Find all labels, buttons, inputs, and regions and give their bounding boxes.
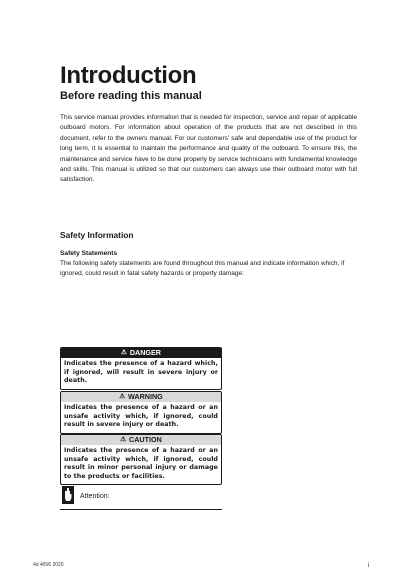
warning-notice-header	[61, 392, 221, 402]
page-title: Introduction	[60, 62, 197, 89]
caution-notice-label: CAUTION	[129, 435, 162, 444]
caution-notice-text: Indicates the presence of a hazard or an unsafe activity which, if ignored, could result in minor personal injury or damage to the products or facilities.	[64, 447, 218, 480]
intro-paragraph: This service manual provides information that is needed for inspection, service and repair of applicable outboard motors. For information about operation of the products that are not described in this document, refer to the owners manual. For our customers' safe and dependable use of the product for long term, it is essential to maintain the performance and quality of the outboard. To ensure this, the maintenance and service have to be done properly by service technicians with fundamental knowledge and skills. This manual is utilized so that our customers can always use their outboard motor with full satisfaction.	[60, 114, 357, 184]
safety-statements-subheading: Safety Statements	[60, 250, 118, 257]
warning-triangle-icon: ⚠	[121, 349, 127, 356]
footer-manual-code: 4d 4/5/6 2020	[33, 562, 64, 568]
caution-notice	[60, 434, 222, 485]
attention-hand-icon	[62, 486, 74, 504]
danger-notice-text: Indicates the presence of a hazard which, if ignored, will result in severe injury or death.	[64, 360, 218, 385]
attention-label: Attention:	[80, 493, 110, 500]
attention-divider	[60, 509, 222, 510]
page-subtitle: Before reading this manual	[60, 90, 202, 102]
warning-notice-label: WARNING	[128, 392, 163, 401]
warning-notice	[60, 391, 222, 434]
danger-notice	[60, 347, 222, 390]
warning-triangle-icon: ⚠	[120, 436, 127, 443]
page-number: i	[368, 563, 370, 569]
warning-notice-text: Indicates the presence of a hazard or an unsafe activity which, if ignored, could result in severe injury or death.	[64, 404, 218, 429]
danger-notice-label: DANGER	[129, 348, 161, 357]
safety-information-heading: Safety Information	[60, 230, 134, 240]
warning-triangle-icon: ⚠	[119, 393, 126, 400]
danger-notice-header	[61, 348, 221, 358]
caution-notice-header	[61, 435, 221, 445]
safety-statements-description: The following safety statements are found throughout this manual and indicate information which, if ignored, could result in fatal safety hazards or property damage:	[60, 260, 345, 278]
